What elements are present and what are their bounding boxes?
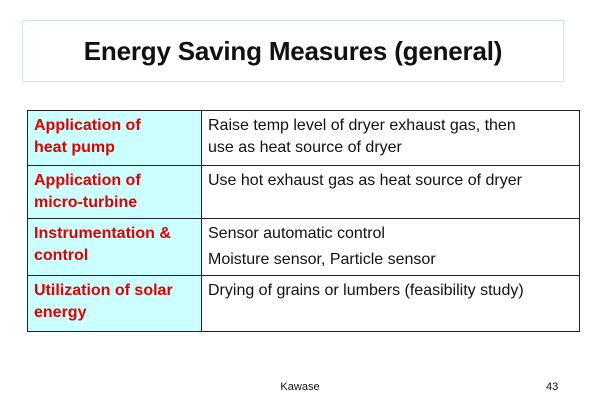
- measure-description-cell: [202, 166, 580, 219]
- measure-label-line: Instrumentation &: [34, 225, 171, 242]
- measure-label-line: Application of: [34, 117, 141, 134]
- footer-author: Kawase: [280, 381, 320, 393]
- measure-label-cell: [28, 276, 202, 332]
- table-row: [28, 219, 580, 276]
- table-row: [28, 166, 580, 219]
- measure-description-line: Sensor automatic control: [208, 225, 385, 242]
- measure-label-line: energy: [34, 304, 87, 321]
- table-row: [28, 111, 580, 166]
- measure-description-line: Use hot exhaust gas as heat source of dryer: [208, 172, 522, 189]
- measure-label-cell: [28, 111, 202, 166]
- measure-description-cell: [202, 219, 580, 276]
- measure-description-line: Moisture sensor, Particle sensor: [208, 251, 436, 268]
- energy-measures-table: [27, 110, 580, 332]
- measure-label-line: Utilization of solar: [34, 282, 173, 299]
- measure-description-cell: [202, 111, 580, 166]
- measure-description-line: Raise temp level of dryer exhaust gas, then: [208, 117, 516, 134]
- measure-label-cell: [28, 219, 202, 276]
- slide-title: Energy Saving Measures (general): [83, 35, 503, 66]
- measure-label-cell: [28, 166, 202, 219]
- slide-title-box: [22, 20, 564, 82]
- measure-description-line: Drying of grains or lumbers (feasibility study): [208, 282, 524, 299]
- page-number: 43: [546, 381, 559, 393]
- measure-label-line: micro-turbine: [34, 194, 138, 211]
- measure-description-line: use as heat source of dryer: [208, 139, 402, 156]
- measure-label-line: Application of: [34, 172, 141, 189]
- table-row: [28, 276, 580, 332]
- measure-description-cell: [202, 276, 580, 332]
- measure-label-line: control: [34, 247, 89, 264]
- measure-label-line: heat pump: [34, 139, 115, 156]
